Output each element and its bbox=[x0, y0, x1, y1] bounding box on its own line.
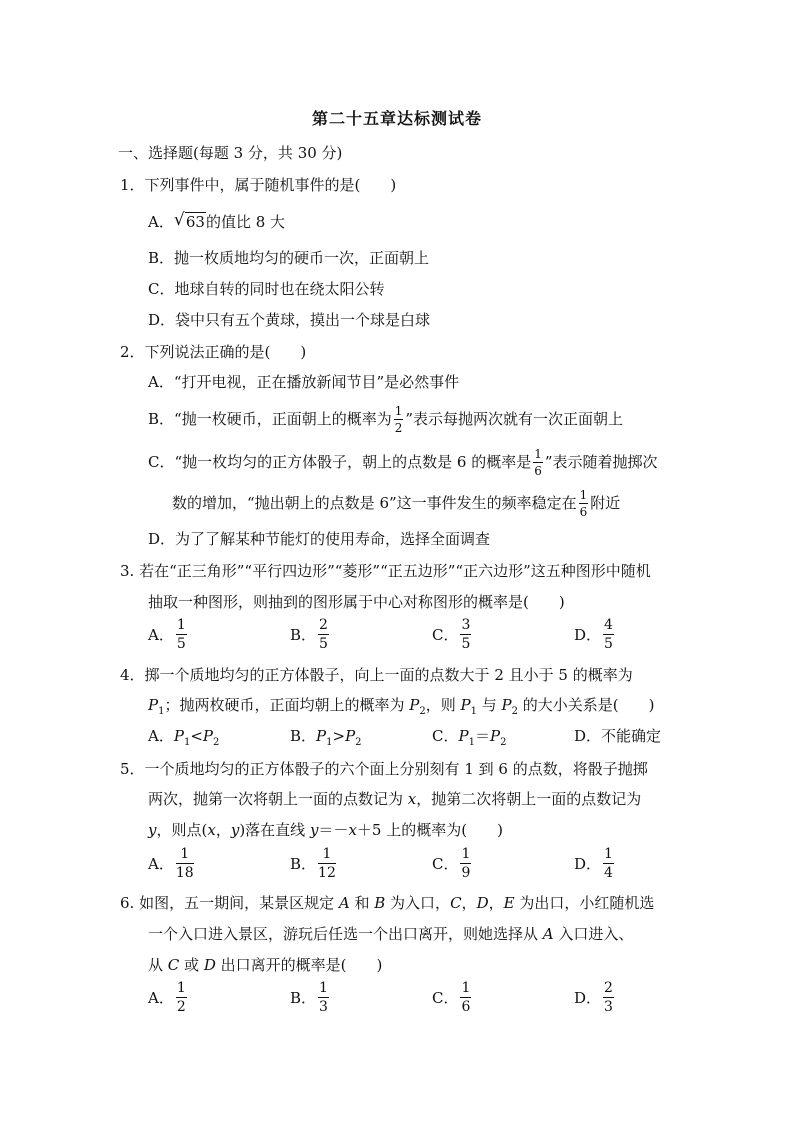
q1-option-b: B．抛一枚质地均匀的硬币一次，正面朝上 bbox=[148, 249, 430, 267]
q5-option-c bbox=[432, 847, 473, 880]
q6-option-b bbox=[290, 981, 331, 1014]
numerator: 2 bbox=[604, 980, 613, 996]
subscript: 2 bbox=[212, 737, 220, 748]
q5-text: 两次，抛第一次将朝上一面的点数记为 bbox=[148, 790, 408, 808]
q5-text: ，抛第二次将朝上一面的点数记为 bbox=[416, 790, 642, 808]
q2-option-c-continued bbox=[172, 484, 620, 522]
var-a: A bbox=[542, 925, 554, 943]
q6-text: 入口进入、 bbox=[553, 925, 634, 943]
q6-option-d bbox=[574, 981, 616, 1014]
q4-stem-line2 bbox=[148, 695, 654, 722]
var-p: P bbox=[501, 696, 512, 714]
var-p: P bbox=[458, 727, 469, 745]
q4-option-d: D．不能确定 bbox=[574, 727, 662, 745]
numerator: 1 bbox=[579, 487, 588, 502]
denominator: 9 bbox=[461, 865, 471, 881]
q2-b-text-post: ”表示每抛两次就有一次正面朝上 bbox=[405, 410, 624, 428]
numerator: 1 bbox=[318, 847, 336, 864]
numerator: 1 bbox=[394, 403, 403, 418]
q5-text: ，则点( bbox=[156, 821, 208, 839]
q6-text: 和 bbox=[349, 894, 375, 912]
subscript: 2 bbox=[419, 706, 426, 717]
q2-c-text-post: ”表示随着抛掷次 bbox=[544, 453, 658, 471]
q4-option-b bbox=[290, 726, 362, 753]
var-c: C bbox=[450, 894, 462, 912]
numerator: 1 bbox=[176, 617, 186, 633]
var-p: P bbox=[409, 696, 420, 714]
numerator: 1 bbox=[461, 980, 471, 996]
q5-option-d bbox=[574, 847, 616, 880]
q5-stem-line1: 5．一个质地均匀的正方体骰子的六个面上分别刻有 1 到 6 的点数，将骰子抛掷 bbox=[120, 760, 648, 778]
q6-text: 从 bbox=[148, 956, 168, 974]
section-heading: 一、选择题(每题 3 分，共 30 分) bbox=[118, 144, 343, 162]
q2-option-d: D．为了了解某种节能灯的使用寿命，选择全面调查 bbox=[148, 530, 491, 548]
denominator: 6 bbox=[534, 463, 542, 478]
option-label: B． bbox=[290, 989, 317, 1007]
option-label: C． bbox=[432, 727, 459, 745]
denominator: 5 bbox=[319, 636, 328, 652]
option-label: B． bbox=[290, 626, 317, 644]
q6-stem-line2 bbox=[148, 924, 633, 944]
var-p: P bbox=[202, 727, 213, 745]
var-x: x bbox=[407, 790, 417, 808]
fraction bbox=[460, 847, 471, 880]
option-label: D． bbox=[574, 989, 602, 1007]
option-label: C． bbox=[432, 855, 459, 873]
fraction bbox=[318, 847, 336, 880]
q6-text: 出口离开的概率是( ) bbox=[215, 956, 383, 974]
q4-option-c bbox=[432, 726, 506, 753]
denominator: 6 bbox=[461, 999, 471, 1015]
var-p: P bbox=[489, 727, 501, 745]
subscript: 1 bbox=[468, 737, 475, 748]
denominator: 3 bbox=[319, 999, 328, 1015]
q4-text: ，则 bbox=[425, 696, 461, 714]
fraction bbox=[460, 618, 471, 651]
q5-text: ＝－ bbox=[318, 821, 349, 839]
option-label: A． bbox=[148, 855, 174, 873]
var-p: P bbox=[148, 696, 159, 714]
q2-option-a: A．“打开电视，正在播放新闻节目”是必然事件 bbox=[148, 373, 460, 391]
q3-stem-line1: 3. 若在“正三角形”“平行四边形”“菱形”“正五边形”“正六边形”这五种图形中随机 bbox=[120, 562, 651, 580]
option-label: A． bbox=[148, 727, 174, 745]
var-y: y bbox=[309, 821, 319, 839]
q1-a-label: A． bbox=[148, 213, 174, 231]
fraction bbox=[176, 618, 187, 651]
fraction bbox=[603, 618, 614, 651]
q6-stem-line1 bbox=[120, 893, 654, 913]
denominator: 6 bbox=[579, 504, 588, 519]
numerator: 1 bbox=[461, 846, 471, 862]
q4-text: 与 bbox=[476, 696, 502, 714]
var-y: y bbox=[230, 821, 240, 839]
subscript: 2 bbox=[500, 737, 507, 748]
relation: ＝ bbox=[474, 727, 490, 745]
q5-option-b bbox=[290, 847, 338, 880]
var-a: A bbox=[338, 894, 350, 912]
var-p: P bbox=[173, 727, 184, 745]
numerator: 1 bbox=[604, 846, 613, 862]
relation: > bbox=[332, 727, 346, 745]
option-label: B． bbox=[290, 855, 317, 873]
denominator: 12 bbox=[318, 865, 336, 881]
var-x: x bbox=[348, 821, 357, 839]
q5-stem-line3 bbox=[148, 820, 503, 840]
q2-c2-text-post: 附近 bbox=[590, 494, 621, 512]
q3-option-d bbox=[574, 618, 616, 651]
q6-text: 为出口，小红随机选 bbox=[514, 894, 655, 912]
denominator: 18 bbox=[175, 865, 194, 881]
subscript: 2 bbox=[511, 706, 518, 717]
denominator: 5 bbox=[604, 636, 613, 652]
option-label: A． bbox=[148, 626, 174, 644]
q1-option-d: D．袋中只有五个黄球，摸出一个球是白球 bbox=[148, 311, 431, 329]
var-p: P bbox=[345, 727, 356, 745]
var-y: y bbox=[148, 821, 157, 839]
q6-option-c bbox=[432, 981, 473, 1014]
option-label: C． bbox=[432, 626, 459, 644]
subscript: 2 bbox=[355, 737, 362, 748]
q6-text: 一个入口进入景区，游玩后任选一个出口离开，则她选择从 bbox=[148, 925, 543, 943]
var-x: x bbox=[207, 821, 216, 839]
denominator: 2 bbox=[394, 420, 403, 435]
q5-text: ， bbox=[215, 821, 231, 839]
relation: < bbox=[190, 727, 203, 745]
q5-text: )落在直线 bbox=[239, 821, 310, 839]
q6-stem-line3 bbox=[148, 955, 382, 975]
fraction bbox=[460, 981, 471, 1014]
option-label: C． bbox=[432, 989, 459, 1007]
q6-option-a bbox=[148, 981, 189, 1014]
q1-a-text: 的值比 8 大 bbox=[205, 213, 286, 231]
numerator: 2 bbox=[319, 617, 328, 633]
numerator: 4 bbox=[604, 617, 613, 633]
q6-text: ， bbox=[488, 894, 504, 912]
fraction bbox=[533, 448, 543, 477]
q2-c-text-pre: C．“抛一枚均匀的正方体骰子，朝上的点数是 6 的概率是 bbox=[148, 453, 532, 471]
denominator: 4 bbox=[604, 865, 613, 881]
numerator: 1 bbox=[176, 980, 186, 996]
var-d: D bbox=[203, 956, 216, 974]
subscript: 1 bbox=[326, 737, 333, 748]
q2-stem: 2．下列说法正确的是( ) bbox=[120, 343, 307, 361]
q3-option-a bbox=[148, 618, 189, 651]
var-d: D bbox=[476, 894, 489, 912]
denominator: 5 bbox=[176, 636, 186, 652]
denominator: 2 bbox=[176, 999, 186, 1015]
fraction bbox=[318, 618, 329, 651]
q2-c2-text-pre: 数的增加，“抛出朝上的点数是 6”这一事件发生的频率稳定在 bbox=[172, 494, 577, 512]
q2-option-c bbox=[148, 443, 658, 481]
option-label: D． bbox=[574, 855, 602, 873]
q3-option-c bbox=[432, 618, 473, 651]
var-p: P bbox=[460, 696, 471, 714]
q3-stem-line2: 抽取一种图形，则抽到的图形属于中心对称图形的概率是( ) bbox=[148, 593, 565, 611]
var-c: C bbox=[167, 956, 180, 974]
numerator: 1 bbox=[176, 847, 194, 864]
subscript: 1 bbox=[470, 706, 477, 717]
q5-option-a bbox=[148, 847, 196, 880]
numerator: 3 bbox=[461, 617, 471, 633]
page-title: 第二十五章达标测试卷 bbox=[311, 109, 482, 128]
q6-text: 为入口， bbox=[385, 894, 451, 912]
fraction bbox=[579, 489, 589, 518]
q4-text: ；抛两枚硬币，正面均朝上的概率为 bbox=[164, 696, 410, 714]
q5-stem-line2 bbox=[148, 789, 641, 809]
option-label: B． bbox=[290, 727, 317, 745]
denominator: 3 bbox=[604, 999, 613, 1015]
fraction bbox=[176, 981, 187, 1014]
q4-stem-line1: 4．掷一个质地均匀的正方体骰子，向上一面的点数大于 2 且小于 5 的概率为 bbox=[120, 666, 633, 684]
subscript: 1 bbox=[183, 737, 191, 748]
subscript: 1 bbox=[158, 706, 165, 717]
q2-option-b bbox=[148, 400, 623, 438]
q1-option-a bbox=[148, 212, 285, 232]
fraction bbox=[603, 847, 614, 880]
q1-stem: 1．下列事件中，属于随机事件的是( ) bbox=[120, 176, 397, 194]
var-b: B bbox=[374, 894, 386, 912]
q1-option-c: C．地球自转的同时也在绕太阳公转 bbox=[148, 280, 385, 298]
q5-text: ＋5 上的概率为( ) bbox=[356, 821, 503, 839]
option-label: D． bbox=[574, 626, 602, 644]
q6-text: ， bbox=[461, 894, 477, 912]
fraction bbox=[176, 847, 194, 880]
var-e: E bbox=[503, 894, 515, 912]
var-p: P bbox=[316, 727, 327, 745]
q4-text: 的大小关系是( ) bbox=[517, 696, 655, 714]
denominator: 5 bbox=[461, 636, 471, 652]
numerator: 1 bbox=[534, 446, 542, 461]
fraction bbox=[603, 981, 614, 1014]
option-label: A． bbox=[148, 989, 174, 1007]
q2-b-text-pre: B．“抛一枚硬币，正面朝上的概率为 bbox=[148, 410, 392, 428]
q4-option-a bbox=[148, 726, 219, 753]
fraction bbox=[394, 405, 404, 434]
q1-a-radicand: 63 bbox=[185, 213, 205, 231]
q6-text: 6. 如图，五一期间，某景区规定 bbox=[120, 894, 339, 912]
fraction bbox=[318, 981, 329, 1014]
numerator: 1 bbox=[319, 980, 328, 996]
sqrt-symbol: √ 63 bbox=[173, 210, 205, 231]
q3-option-b bbox=[290, 618, 331, 651]
q6-text: 或 bbox=[179, 956, 204, 974]
